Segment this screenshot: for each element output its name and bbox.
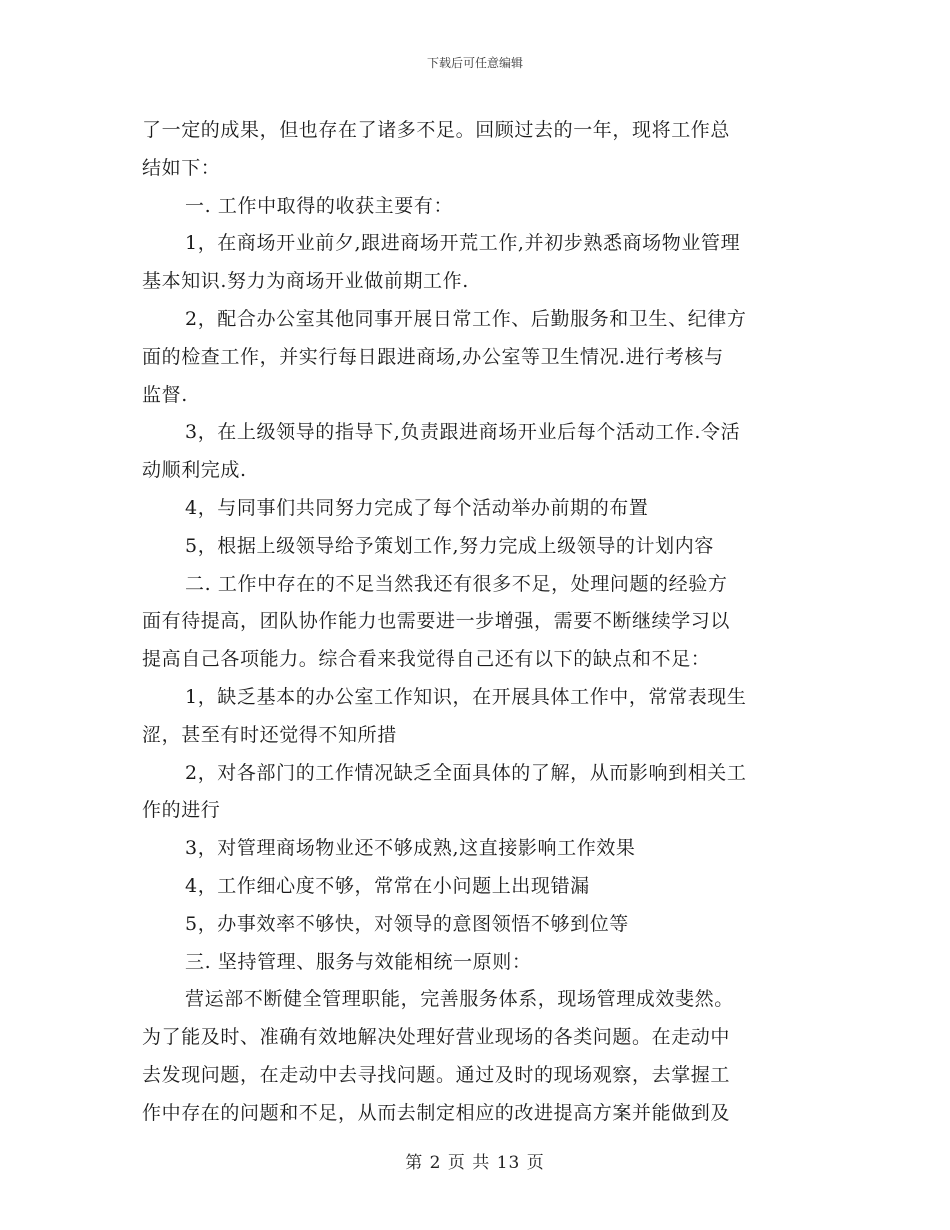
text-line: 监督. xyxy=(142,383,188,406)
document-body xyxy=(142,112,812,1133)
text-line: 3，对管理商场物业还不够成熟,这直接影响工作效果 xyxy=(185,837,636,860)
text-line: 动顺利完成. xyxy=(142,459,247,482)
text-line: 一. 工作中取得的收获主要有： xyxy=(185,194,454,217)
text-line: 4，工作细心度不够，常常在小问题上出现错漏 xyxy=(185,874,590,897)
text-line: 涩，甚至有时还觉得不知所措 xyxy=(142,723,397,746)
text-line: 面的检查工作，并实行每日跟进商场,办公室等卫生情况.进行考核与 xyxy=(142,345,724,368)
text-line: 5，办事效率不够快，对领导的意图领悟不够到位等 xyxy=(185,912,629,935)
text-line: 5，根据上级领导给予策划工作,努力完成上级领导的计划内容 xyxy=(185,534,714,557)
text-line: 4，与同事们共同努力完成了每个活动举办前期的布置 xyxy=(185,496,649,519)
page-header: 下载后可任意编辑 xyxy=(426,56,523,70)
text-line: 作中存在的问题和不足，从而去制定相应的改进提高方案并能做到及 xyxy=(142,1101,731,1124)
text-line: 面有待提高，团队协作能力也需要进一步增强，需要不断继续学习以 xyxy=(142,610,731,633)
text-line: 2，对各部门的工作情况缺乏全面具体的了解，从而影响到相关工 xyxy=(185,761,747,784)
text-line: 为了能及时、准确有效地解决处理好营业现场的各类问题。在走动中 xyxy=(142,1026,731,1049)
text-line: 结如下： xyxy=(142,156,221,179)
page-number-footer: 第 2 页 共 13 页 xyxy=(405,1153,545,1173)
text-line: 二. 工作中存在的不足当然我还有很多不足，处理问题的经验方 xyxy=(185,572,728,595)
text-line: 3，在上级领导的指导下,负责跟进商场开业后每个活动工作.令活 xyxy=(185,421,741,444)
text-line: 1，缺乏基本的办公室工作知识，在开展具体工作中，常常表现生 xyxy=(185,685,747,708)
text-line: 营运部不断健全管理职能，完善服务体系，现场管理成效斐然。 xyxy=(185,988,734,1011)
text-line: 提高自己各项能力。综合看来我觉得自己还有以下的缺点和不足： xyxy=(142,648,711,671)
text-line: 2，配合办公室其他同事开展日常工作、后勤服务和卫生、纪律方 xyxy=(185,307,747,330)
text-line: 去发现问题，在走动中去寻找问题。通过及时的现场观察，去掌握工 xyxy=(142,1063,731,1086)
text-line: 三. 坚持管理、服务与效能相统一原则： xyxy=(185,950,532,973)
text-line: 基本知识.努力为商场开业做前期工作. xyxy=(142,270,469,293)
text-line: 了一定的成果，但也存在了诸多不足。回顾过去的一年，现将工作总 xyxy=(142,119,731,141)
text-line: 1，在商场开业前夕,跟进商场开荒工作,并初步熟悉商场物业管理 xyxy=(185,232,741,255)
text-line: 作的进行 xyxy=(142,799,221,822)
